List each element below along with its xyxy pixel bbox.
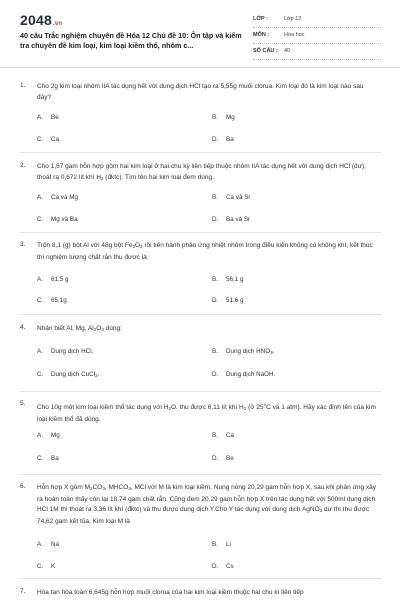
question-text: Cho 2g kim loại nhóm IIA tác dụng hết với dung dịch HCl tạo ra 5,55g muối clorua. Kim loại đó là kim loại nào sau đây? bbox=[37, 83, 364, 101]
question-number: 3. bbox=[20, 241, 26, 248]
question-number: 4. bbox=[20, 324, 26, 331]
question-number: 5. bbox=[20, 400, 26, 407]
meta-class-label: LỚP : bbox=[253, 16, 268, 22]
question-6: 6. Hỗn hợp X gồm $M_2CO_3$, $MHCO_3$, MCl với M là kim loại kiềm. Nung nóng 20,29 gam hỗn hợp X, sau khi phản ứng xảy ra hoàn toàn thấy còn lại 18,74 gam chất rắn. Cũng đem 20,29 gam hỗn hợp X trên tác dụng hết với 500ml dung dịch HCl 1M thì thoát ra 3,36 lít khí (đktc) và thu được dung dịch Y.Cho Y tác dụng với dung dịch AgNO$_3$ dư thì thu được 74,62 gam kết tủa. Kim loại M là A. Na B. Li C. K D. Cs bbox=[20, 483, 382, 583]
question-divider bbox=[20, 314, 382, 315]
question-divider bbox=[20, 152, 382, 153]
meta-count-value: 40 bbox=[284, 48, 291, 54]
question-7 bbox=[20, 588, 382, 600]
question-divider bbox=[20, 391, 382, 392]
question-text: Hòa tan hòa toàn 6,645g hỗn hợp muối clorua của hai kim loại kiềm thuộc hai chu kì liên tiếp bbox=[37, 589, 304, 596]
meta-class-value: Lớp 12 bbox=[284, 16, 302, 22]
question-divider bbox=[20, 232, 382, 233]
worksheet-header bbox=[0, 0, 400, 68]
question-number: 2. bbox=[20, 162, 26, 169]
meta-count bbox=[253, 44, 381, 60]
meta-count-label: SỐ CÂU : bbox=[253, 48, 278, 54]
question-text: Cho 10g một kim loại kiềm thổ tác dụng với $H_2O$, thu được 6,11 lít khí $H_2$ (ở 25$^o$C và 1 atm). Hãy xác định tên của kim loại kiềm thổ đã dùng. bbox=[37, 402, 376, 423]
question-number: 6. bbox=[20, 483, 26, 490]
meta-subject-value: Hóa học bbox=[284, 32, 305, 38]
question-4: 4. Nhận biết Al, Mg, $Al_2O_3$ dùng: A. Dung dịch HCl. B. Dung dịch $HNO_3$. C. Dung dịch CuCl$_2$. D. Dung dịch NaOH. bbox=[20, 324, 382, 382]
question-divider bbox=[20, 578, 382, 579]
site-logo[interactable]: 2048.vn bbox=[20, 12, 63, 28]
meta-class bbox=[253, 12, 381, 28]
question-text: Nhận biết Al, Mg, $Al_2O_3$ dùng: bbox=[37, 325, 122, 332]
question-3: 3. Trộn 8,1 (g) bột Al với 48g bột $Fe_2O_3$ rồi tiến hành phản ứng nhiệt nhôm trong điều kiện không có không khí, kết thúc thí nghiệm lượng chất rắn thu được là: A. 61,5 g B. 56,1 g C. 65,1g D. 51,6 g bbox=[20, 241, 382, 311]
question-text: Hỗn hợp X gồm $M_2CO_3$, $MHCO_3$, MCl với M là kim loại kiềm. Nung nóng 20,29 gam hỗn hợp X, sau khi phản ứng xảy ra hoàn toàn thấy còn lại 18,74 gam chất rắn. Cũng đem 20,29 gam hỗn hợp X trên tác dụng hết với 500ml dung dịch HCl 1M thì thoát ra 3,36 lít khí (đktc) và thu được dung dịch Y.Cho Y tác dụng với dung dịch AgNO$_3$ dư thì thu được 74,62 gam kết tủa. Kim loại M là bbox=[37, 484, 377, 525]
question-2: 2. Cho 1,67 gam hỗn hợp gồm hai kim loại ở hai chu kỳ liên tiếp thuộc nhóm IIA tác dụng hết với dung dịch HCl (dư), thoát ra 0,672 lít khí $H_2$ (đktc). Tìm tên hai kim loại đem dùng. A. Ca và Mg B. Ca và Sr C. Mg và Ba D. Ba và Sr bbox=[20, 162, 382, 232]
question-text: Trộn 8,1 (g) bột Al với 48g bột $Fe_2O_3$ rồi tiến hành phản ứng nhiệt nhôm trong điều kiện không có không khí, kết thúc thí nghiệm lượng chất rắn thu được là: bbox=[37, 242, 373, 261]
question-1: 1. Cho 2g kim loại nhóm IIA tác dụng hết với dung dịch HCl tạo ra 5,55g muối clorua. Kim loại đó là kim loại nào sau đây? A. Be B. Mg C. Ca. D. Ba bbox=[20, 82, 382, 152]
question-text: Cho 1,67 gam hỗn hợp gồm hai kim loại ở hai chu kỳ liên tiếp thuộc nhóm IIA tác dụng hết với dung dịch HCl (dư), thoát ra 0,672 lít khí $H_2$ (đktc). Tìm tên hai kim loại đem dùng. bbox=[37, 163, 366, 181]
question-5: 5. Cho 10g một kim loại kiềm thổ tác dụng với $H_2O$, thu được 6,11 lít khí $H_2$ (ở 25$^o$C và 1 atm). Hãy xác định tên của kim loại kiềm thổ đã dùng. A. Mg B. Ca C. Ba D. Be bbox=[20, 400, 382, 470]
question-number: 7. bbox=[20, 588, 26, 595]
test-title: 40 câu Trắc nghiệm chuyên đề Hóa 12 Chủ đề 10: Ôn tập và kiểm tra chuyên đề kim loại, kim loại kiềm thổ, nhôm c... bbox=[20, 31, 242, 50]
meta-subject-label: MÔN : bbox=[253, 32, 270, 38]
question-divider bbox=[20, 474, 382, 475]
question-number: 1. bbox=[20, 82, 26, 89]
meta-subject bbox=[253, 28, 381, 44]
